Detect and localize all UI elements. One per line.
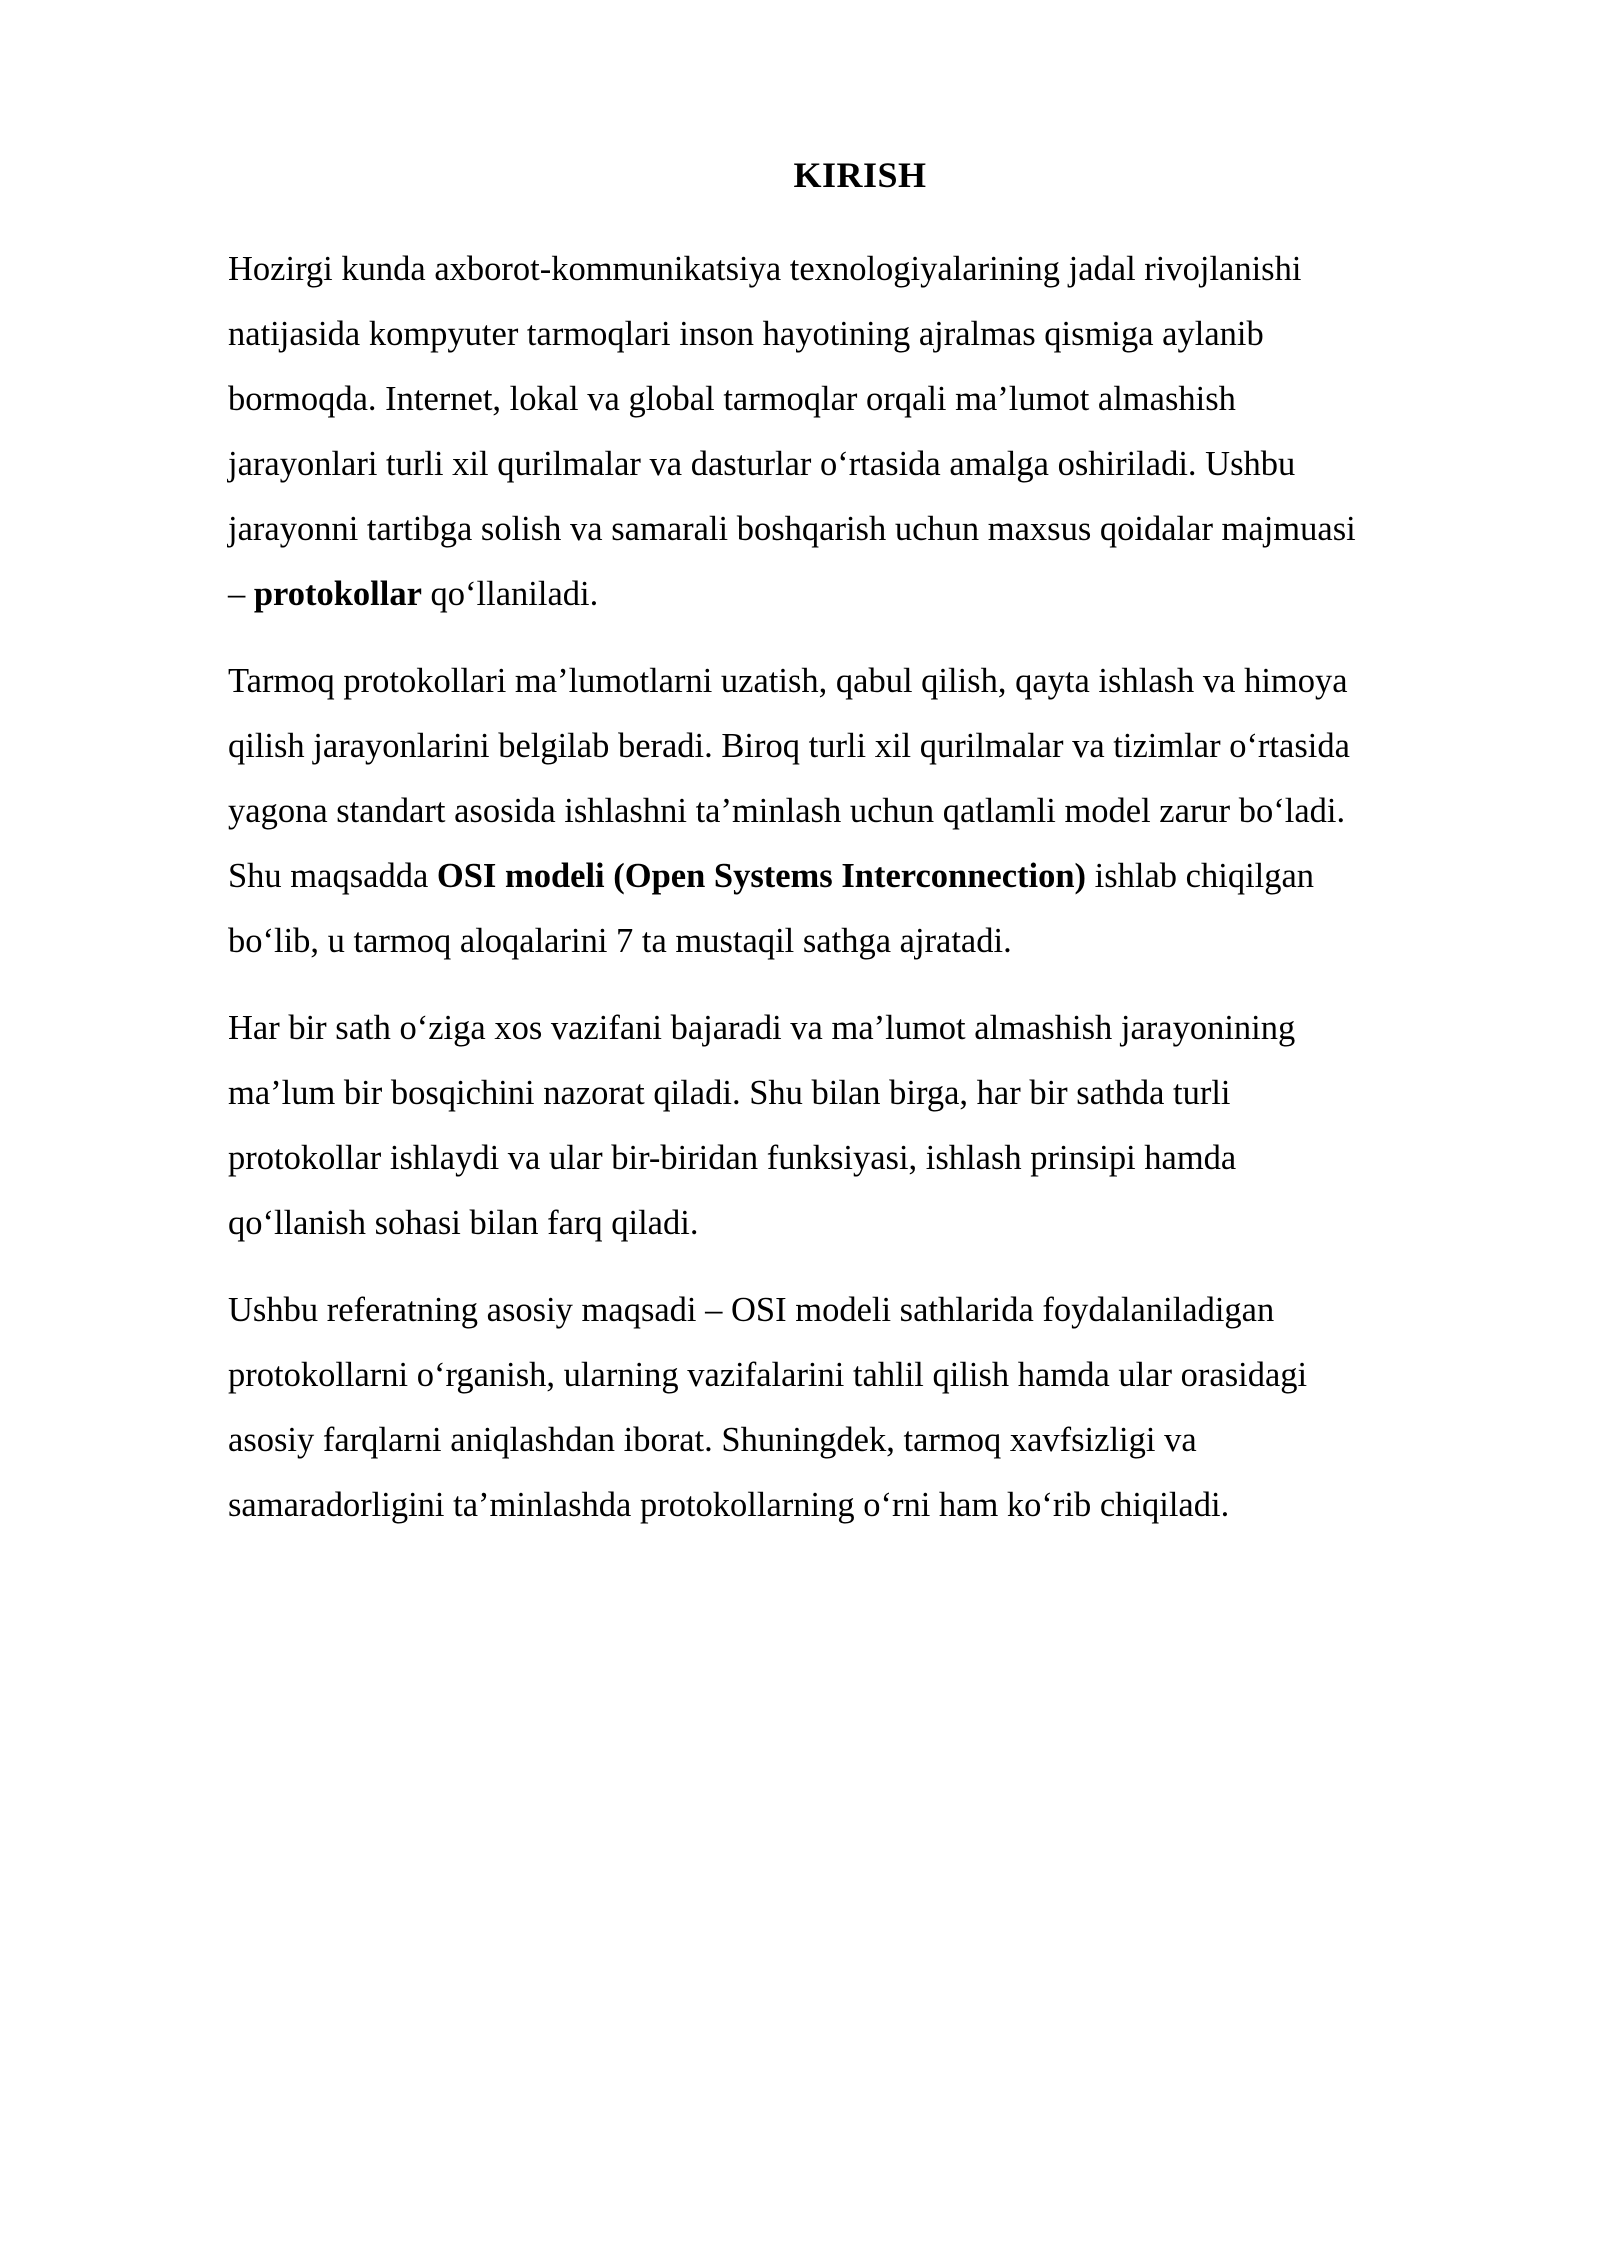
text-run: protokollar ishlaydi va ular bir-biridan funksiyasi, ishlash prinsipi hamda — [228, 1139, 1237, 1177]
body-paragraph — [228, 996, 1468, 1256]
text-run: Shu maqsadda — [228, 857, 437, 895]
text-run: jarayonni tartibga solish va samarali boshqarish uchun maxsus qoidalar majmuasi — [228, 510, 1356, 548]
text-run: asosiy farqlarni aniqlashdan iborat. Shuningdek, tarmoq xavfsizligi va — [228, 1421, 1197, 1459]
text-run: Hozirgi kunda axborot-kommunikatsiya texnologiyalarining jadal rivojlanishi — [228, 250, 1302, 288]
text-run: jarayonlari turli xil qurilmalar va dasturlar o‘rtasida amalga oshiriladi. Ushbu — [228, 445, 1296, 483]
body-paragraph — [228, 1278, 1468, 1538]
text-line — [228, 562, 1468, 627]
text-run: natijasida kompyuter tarmoqlari inson hayotining ajralmas qismiga aylanib — [228, 315, 1264, 353]
text-line — [228, 1191, 1468, 1256]
text-line — [228, 1473, 1468, 1538]
text-run: ma’lum bir bosqichini nazorat qiladi. Shu bilan birga, har bir sathda turli — [228, 1074, 1231, 1112]
text-line — [228, 909, 1468, 974]
text-line — [228, 1408, 1468, 1473]
text-line — [228, 1278, 1468, 1343]
text-line — [228, 1343, 1468, 1408]
document-body — [228, 237, 1468, 1560]
text-run: qo‘llanish sohasi bilan farq qiladi. — [228, 1204, 699, 1242]
text-line — [228, 779, 1468, 844]
text-line — [228, 1061, 1468, 1126]
body-paragraph — [228, 649, 1468, 974]
text-run: qo‘llaniladi. — [421, 575, 599, 613]
text-run: protokollarni o‘rganish, ularning vazifalarini tahlil qilish hamda ular orasidagi — [228, 1356, 1308, 1394]
body-paragraph — [228, 237, 1468, 627]
text-run: qilish jarayonlarini belgilab beradi. Biroq turli xil qurilmalar va tizimlar o‘rtasida — [228, 727, 1350, 765]
text-run: Tarmoq protokollari ma’lumotlarni uzatish, qabul qilish, qayta ishlash va himoya — [228, 662, 1348, 700]
text-line — [228, 497, 1468, 562]
text-run: Ushbu referatning asosiy maqsadi – OSI modeli sathlarida foydalaniladigan — [228, 1291, 1275, 1329]
text-run: bo‘lib, u tarmoq aloqalarini 7 ta mustaqil sathga ajratadi. — [228, 922, 1012, 960]
text-line — [228, 844, 1468, 909]
text-run: ishlab chiqilgan — [1086, 857, 1315, 895]
bold-term: OSI modeli (Open Systems Interconnection) — [436, 857, 1087, 895]
text-run: yagona standart asosida ishlashni ta’minlash uchun qatlamli model zarur bo‘ladi. — [228, 792, 1346, 830]
text-line — [228, 649, 1468, 714]
text-line — [228, 714, 1468, 779]
text-line — [228, 432, 1468, 497]
text-run: samaradorligini ta’minlashda protokollarning o‘rni ham ko‘rib chiqiladi. — [228, 1486, 1230, 1524]
text-run: Har bir sath o‘ziga xos vazifani bajaradi va ma’lumot almashish jarayonining — [228, 1009, 1296, 1047]
text-line — [228, 367, 1468, 432]
text-line — [228, 996, 1468, 1061]
text-line — [228, 237, 1468, 302]
text-run: – — [228, 575, 254, 613]
bold-term: protokollar — [253, 575, 422, 613]
page-title: KIRISH — [793, 155, 927, 195]
text-line — [228, 1126, 1468, 1191]
text-run: bormoqda. Internet, lokal va global tarmoqlar orqali ma’lumot almashish — [228, 380, 1236, 418]
text-line — [228, 302, 1468, 367]
